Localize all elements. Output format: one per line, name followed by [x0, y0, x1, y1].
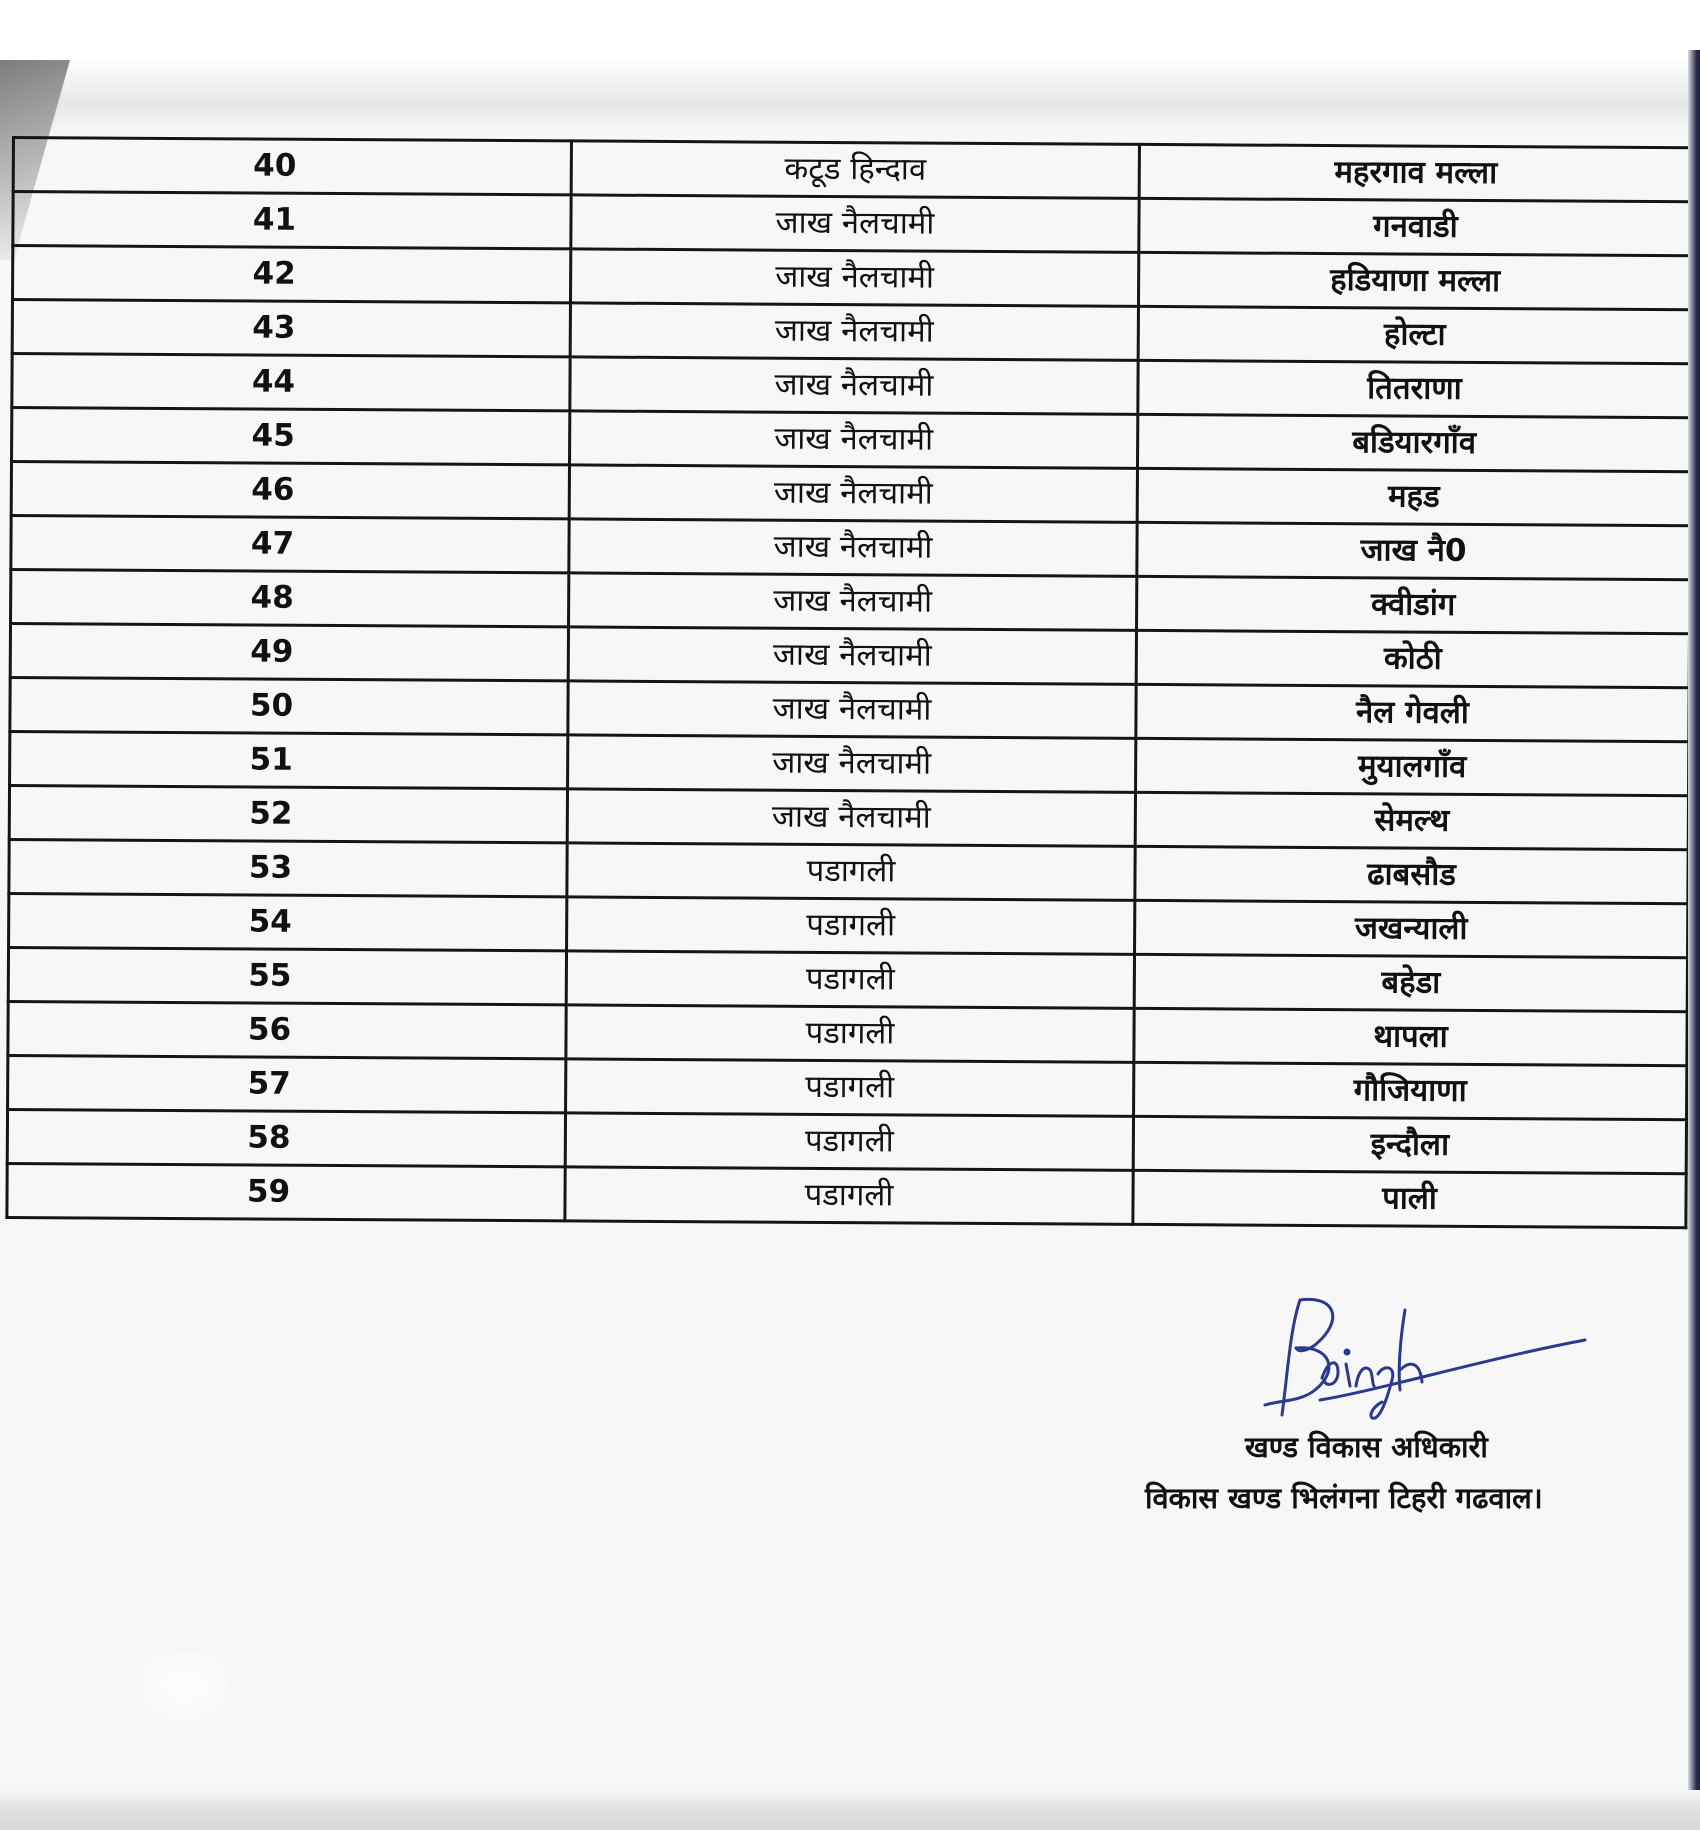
- nyay-panchayat-cell: जाख नैलचामी: [570, 303, 1138, 360]
- nyay-panchayat-cell: जाख नैलचामी: [568, 735, 1136, 792]
- serial-number-cell: [13, 246, 571, 303]
- nyay-panchayat-cell: कटूड हिन्दाव: [571, 141, 1139, 198]
- nyay-panchayat-cell: पडागली: [567, 843, 1135, 900]
- serial-number-cell: [11, 516, 569, 573]
- nyay-panchayat-cell: जाख नैलचामी: [570, 249, 1138, 306]
- village-name-cell: पाली: [1133, 1170, 1686, 1227]
- nyay-panchayat-cell: जाख नैलचामी: [568, 627, 1136, 684]
- nyay-panchayat-cell: पडागली: [566, 1005, 1134, 1062]
- village-table: [5, 136, 1694, 1229]
- serial-number-cell: [10, 624, 568, 681]
- serial-number-cell: [12, 408, 570, 465]
- village-name-cell: गौजियाणा: [1134, 1062, 1687, 1119]
- nyay-panchayat-cell: पडागली: [565, 1167, 1133, 1224]
- village-name-cell: ढाबसौड: [1135, 846, 1688, 903]
- serial-number-cell: [8, 947, 566, 1004]
- village-name-cell: कोठी: [1136, 630, 1689, 687]
- serial-number-cell: [13, 192, 571, 249]
- table-row: [7, 1163, 1686, 1227]
- village-name-cell: बहेडा: [1134, 954, 1687, 1011]
- village-name-cell: महड: [1137, 468, 1690, 525]
- village-name-cell: जखन्याली: [1135, 900, 1688, 957]
- serial-number: 46: [251, 471, 295, 508]
- serial-number: 42: [252, 255, 296, 292]
- serial-number-cell: [9, 893, 567, 950]
- village-name-cell: तितराणा: [1138, 360, 1691, 417]
- village-name-cell: मुयालगाँव: [1136, 738, 1689, 795]
- office-address: विकास खण्ड भिलंगना टिहरी गढवाल।: [1145, 1481, 1543, 1515]
- serial-number-cell: [7, 1163, 565, 1220]
- serial-number: 57: [247, 1065, 291, 1102]
- village-name-cell: नैल गेवली: [1136, 684, 1689, 741]
- paper-bottom-edge: [0, 1790, 1700, 1830]
- nyay-panchayat-cell: जाख नैलचामी: [570, 357, 1138, 414]
- paper-smudge: [140, 1650, 230, 1720]
- village-name-cell: गनवाडी: [1139, 198, 1692, 255]
- serial-number: 48: [250, 579, 294, 616]
- serial-number-cell: [13, 138, 571, 195]
- serial-number: 52: [249, 795, 293, 832]
- serial-number-cell: [11, 462, 569, 519]
- serial-number-cell: [7, 1109, 565, 1166]
- serial-number: 59: [246, 1173, 291, 1210]
- paper-top-shadow: [0, 0, 1700, 130]
- nyay-panchayat-cell: जाख नैलचामी: [570, 411, 1138, 468]
- serial-number: 40: [253, 147, 297, 184]
- nyay-panchayat-cell: जाख नैलचामी: [571, 195, 1139, 252]
- serial-number: 49: [250, 633, 294, 670]
- serial-number-cell: [11, 570, 569, 627]
- nyay-panchayat-cell: पडागली: [567, 897, 1135, 954]
- serial-number-cell: [9, 785, 567, 842]
- village-name-cell: सेमल्थ: [1135, 792, 1688, 849]
- nyay-panchayat-cell: पडागली: [566, 951, 1134, 1008]
- village-name-cell: जाख नै0: [1137, 522, 1690, 579]
- nyay-panchayat-cell: जाख नैलचामी: [569, 519, 1137, 576]
- village-table-body: [7, 138, 1693, 1228]
- officer-designation: खण्ड विकास अधिकारी: [1245, 1430, 1488, 1464]
- serial-number: 45: [251, 417, 295, 454]
- serial-number-cell: [9, 839, 567, 896]
- serial-number-cell: [10, 677, 568, 734]
- signature: [1260, 1290, 1600, 1440]
- village-name-cell: क्वीडांग: [1137, 576, 1690, 633]
- serial-number: 44: [251, 363, 296, 400]
- serial-number: 50: [249, 687, 294, 724]
- village-name-cell: थापला: [1134, 1008, 1687, 1065]
- serial-number-cell: [8, 1001, 566, 1058]
- serial-number: 51: [249, 741, 293, 778]
- nyay-panchayat-cell: जाख नैलचामी: [569, 465, 1137, 522]
- nyay-panchayat-cell: जाख नैलचामी: [567, 789, 1135, 846]
- village-name-cell: इन्दौला: [1133, 1116, 1686, 1173]
- serial-number: 56: [247, 1011, 292, 1048]
- serial-number: 47: [250, 525, 295, 562]
- serial-number: 41: [252, 201, 297, 238]
- village-name-cell: महरगाव मल्ला: [1139, 144, 1692, 201]
- paper-right-edge: [1688, 50, 1700, 1830]
- nyay-panchayat-cell: पडागली: [566, 1059, 1134, 1116]
- village-name-cell: होल्टा: [1138, 306, 1691, 363]
- serial-number-cell: [12, 354, 570, 411]
- nyay-panchayat-cell: पडागली: [565, 1113, 1133, 1170]
- serial-number: 58: [247, 1119, 291, 1156]
- village-name-cell: बडियारगाँव: [1137, 414, 1690, 471]
- nyay-panchayat-cell: जाख नैलचामी: [569, 573, 1137, 630]
- serial-number-cell: [8, 1055, 566, 1112]
- village-name-cell: हडियाणा मल्ला: [1138, 252, 1691, 309]
- serial-number-cell: [12, 300, 570, 357]
- serial-number-cell: [10, 731, 568, 788]
- serial-number: 43: [252, 309, 296, 346]
- serial-number: 53: [248, 849, 293, 886]
- serial-number: 54: [248, 903, 292, 940]
- nyay-panchayat-cell: जाख नैलचामी: [568, 681, 1136, 738]
- serial-number: 55: [248, 957, 292, 994]
